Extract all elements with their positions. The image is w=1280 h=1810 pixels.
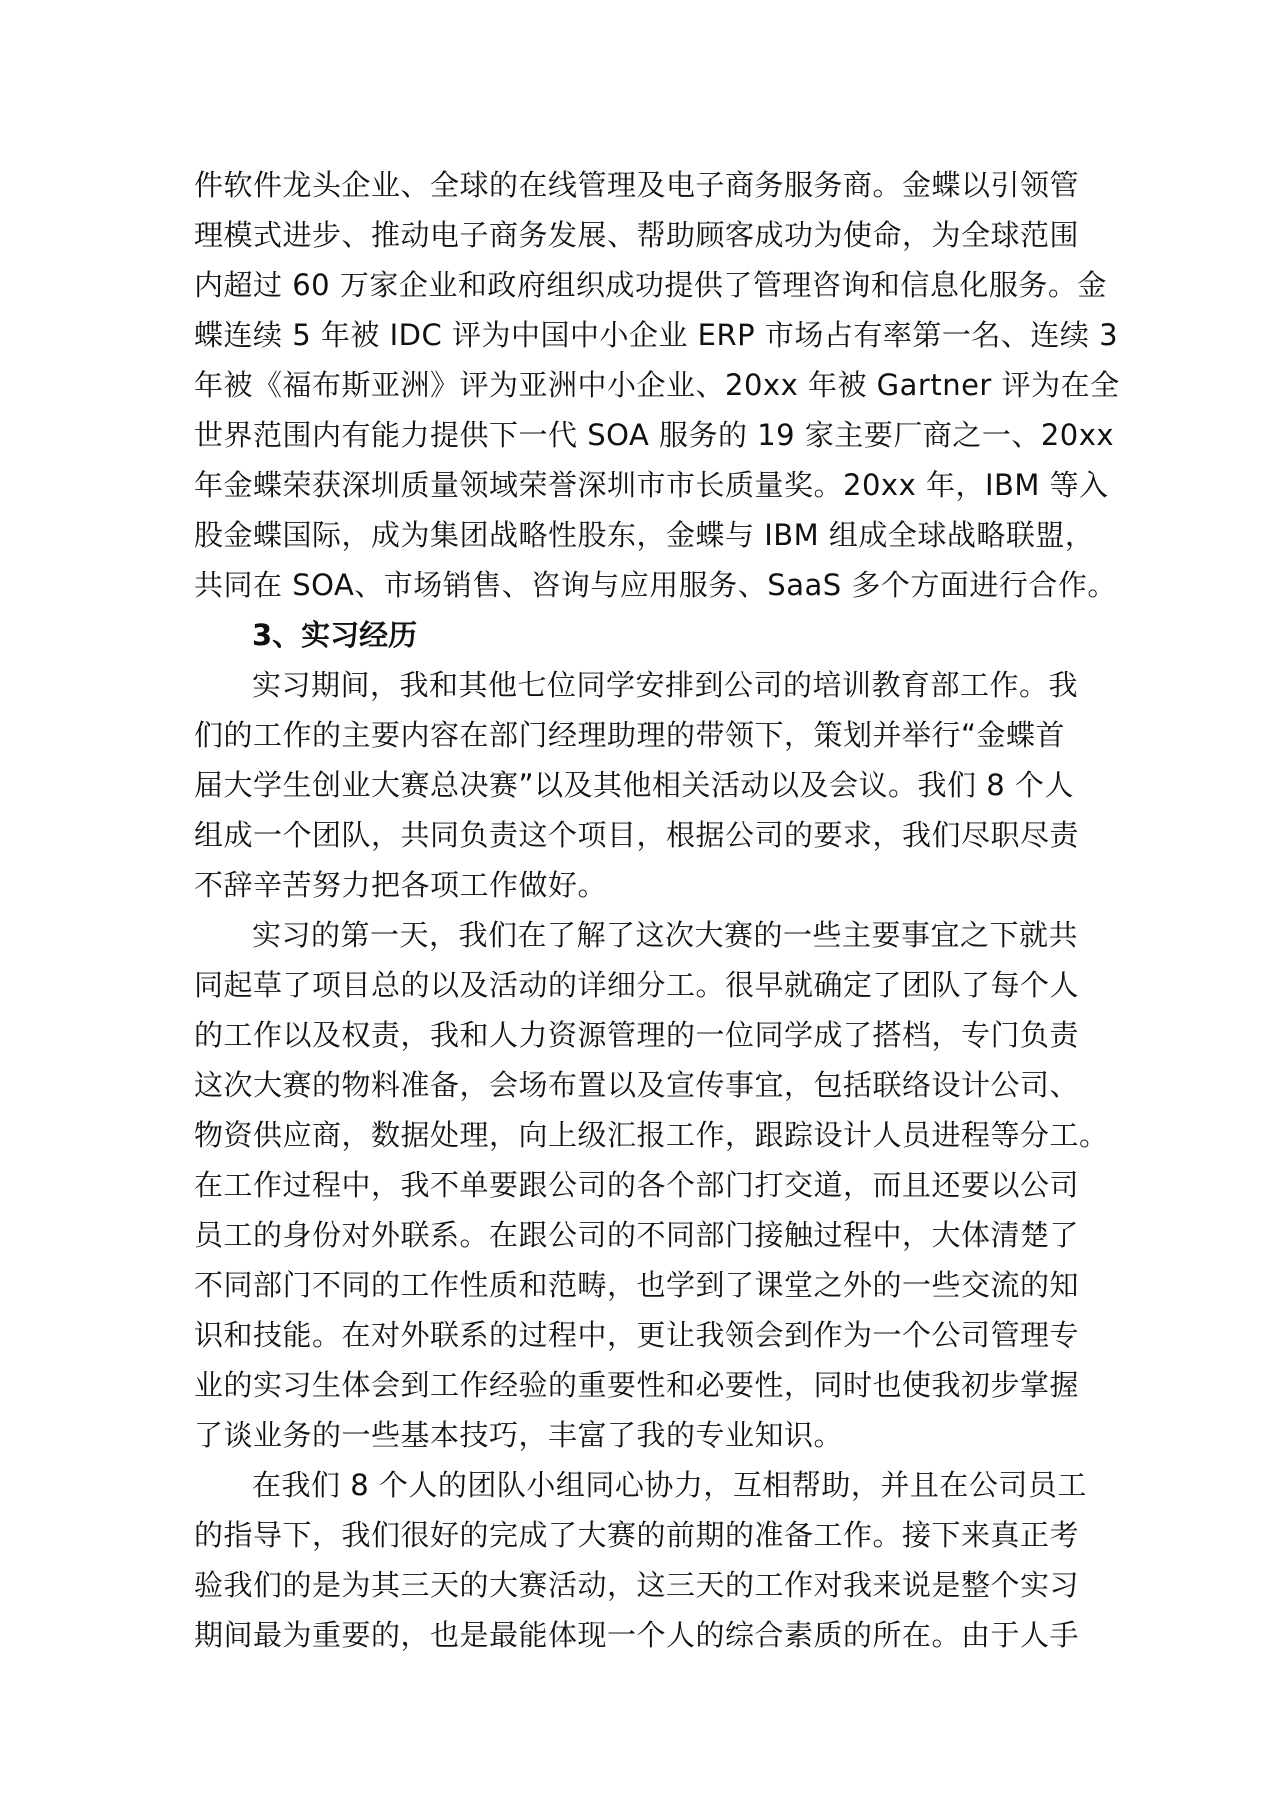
text-line: 期间最为重要的，也是最能体现一个人的综合素质的所在。由于人手 — [194, 1618, 1080, 1652]
text-line: 在工作过程中，我不单要跟公司的各个部门打交道，而且还要以公司 — [194, 1168, 1080, 1202]
text-line: 件软件龙头企业、全球的在线管理及电子商务服务商。金蝶以引领管 — [194, 168, 1080, 202]
text-line: 内超过 60 万家企业和政府组织成功提供了管理咨询和信息化服务。金 — [194, 268, 1107, 302]
text-line: 这次大赛的物料准备，会场布置以及宣传事宜，包括联络设计公司、 — [194, 1068, 1080, 1102]
text-line: 股金蝶国际，成为集团战略性股东，金蝶与 IBM 组成全球战略联盟， — [194, 518, 1095, 552]
text-line: 业的实习生体会到工作经验的重要性和必要性，同时也使我初步掌握 — [194, 1368, 1080, 1402]
text-line: 了谈业务的一些基本技巧，丰富了我的专业知识。 — [194, 1418, 844, 1452]
text-line: 实习的第一天，我们在了解了这次大赛的一些主要事宜之下就共 — [252, 918, 1079, 952]
document-body — [194, 160, 1120, 1660]
text-line: 物资供应商，数据处理，向上级汇报工作，跟踪设计人员进程等分工。 — [194, 1118, 1109, 1152]
text-line: 不辞辛苦努力把各项工作做好。 — [194, 868, 608, 902]
paragraph-internship-overview — [194, 660, 1094, 910]
text-line: 员工的身份对外联系。在跟公司的不同部门接触过程中，大体清楚了 — [194, 1218, 1080, 1252]
text-line: 组成一个团队，共同负责这个项目，根据公司的要求，我们尽职尽责 — [194, 818, 1080, 852]
text-line: 识和技能。在对外联系的过程中，更让我领会到作为一个公司管理专 — [194, 1318, 1080, 1352]
text-line: 实习期间，我和其他七位同学安排到公司的培训教育部工作。我 — [252, 668, 1079, 702]
paragraph-team-work — [194, 1460, 1094, 1660]
text-line: 年被《福布斯亚洲》评为亚洲中小企业、20xx 年被 Gartner 评为在全 — [194, 368, 1120, 402]
section-heading: 3、实习经历 — [252, 618, 418, 652]
paragraph-first-day — [194, 910, 1109, 1460]
text-line: 届大学生创业大赛总决赛”以及其他相关活动以及会议。我们 8 个人 — [194, 768, 1074, 802]
text-line: 理模式进步、推动电子商务发展、帮助顾客成功为使命，为全球范围 — [194, 218, 1080, 252]
text-line: 的指导下，我们很好的完成了大赛的前期的准备工作。接下来真正考 — [194, 1518, 1080, 1552]
text-line: 在我们 8 个人的团队小组同心协力，互相帮助，并且在公司员工 — [252, 1468, 1087, 1502]
text-line: 年金蝶荣获深圳质量领域荣誉深圳市市长质量奖。20xx 年，IBM 等入 — [194, 468, 1109, 502]
text-line: 同起草了项目总的以及活动的详细分工。很早就确定了团队了每个人 — [194, 968, 1080, 1002]
text-line: 的工作以及权责，我和人力资源管理的一位同学成了搭档，专门负责 — [194, 1018, 1080, 1052]
text-line: 们的工作的主要内容在部门经理助理的带领下，策划并举行“金蝶首 — [194, 718, 1066, 752]
text-line: 世界范围内有能力提供下一代 SOA 服务的 19 家主要厂商之一、20xx — [194, 418, 1115, 452]
text-line: 不同部门不同的工作性质和范畴，也学到了课堂之外的一些交流的知 — [194, 1268, 1080, 1302]
text-line: 共同在 SOA、市场销售、咨询与应用服务、SaaS 多个方面进行合作。 — [194, 568, 1117, 602]
text-line: 蝶连续 5 年被 IDC 评为中国中小企业 ERP 市场占有率第一名、连续 3 — [194, 318, 1119, 352]
text-line: 验我们的是为其三天的大赛活动，这三天的工作对我来说是整个实习 — [194, 1568, 1080, 1602]
paragraph-company-intro — [194, 160, 1120, 610]
